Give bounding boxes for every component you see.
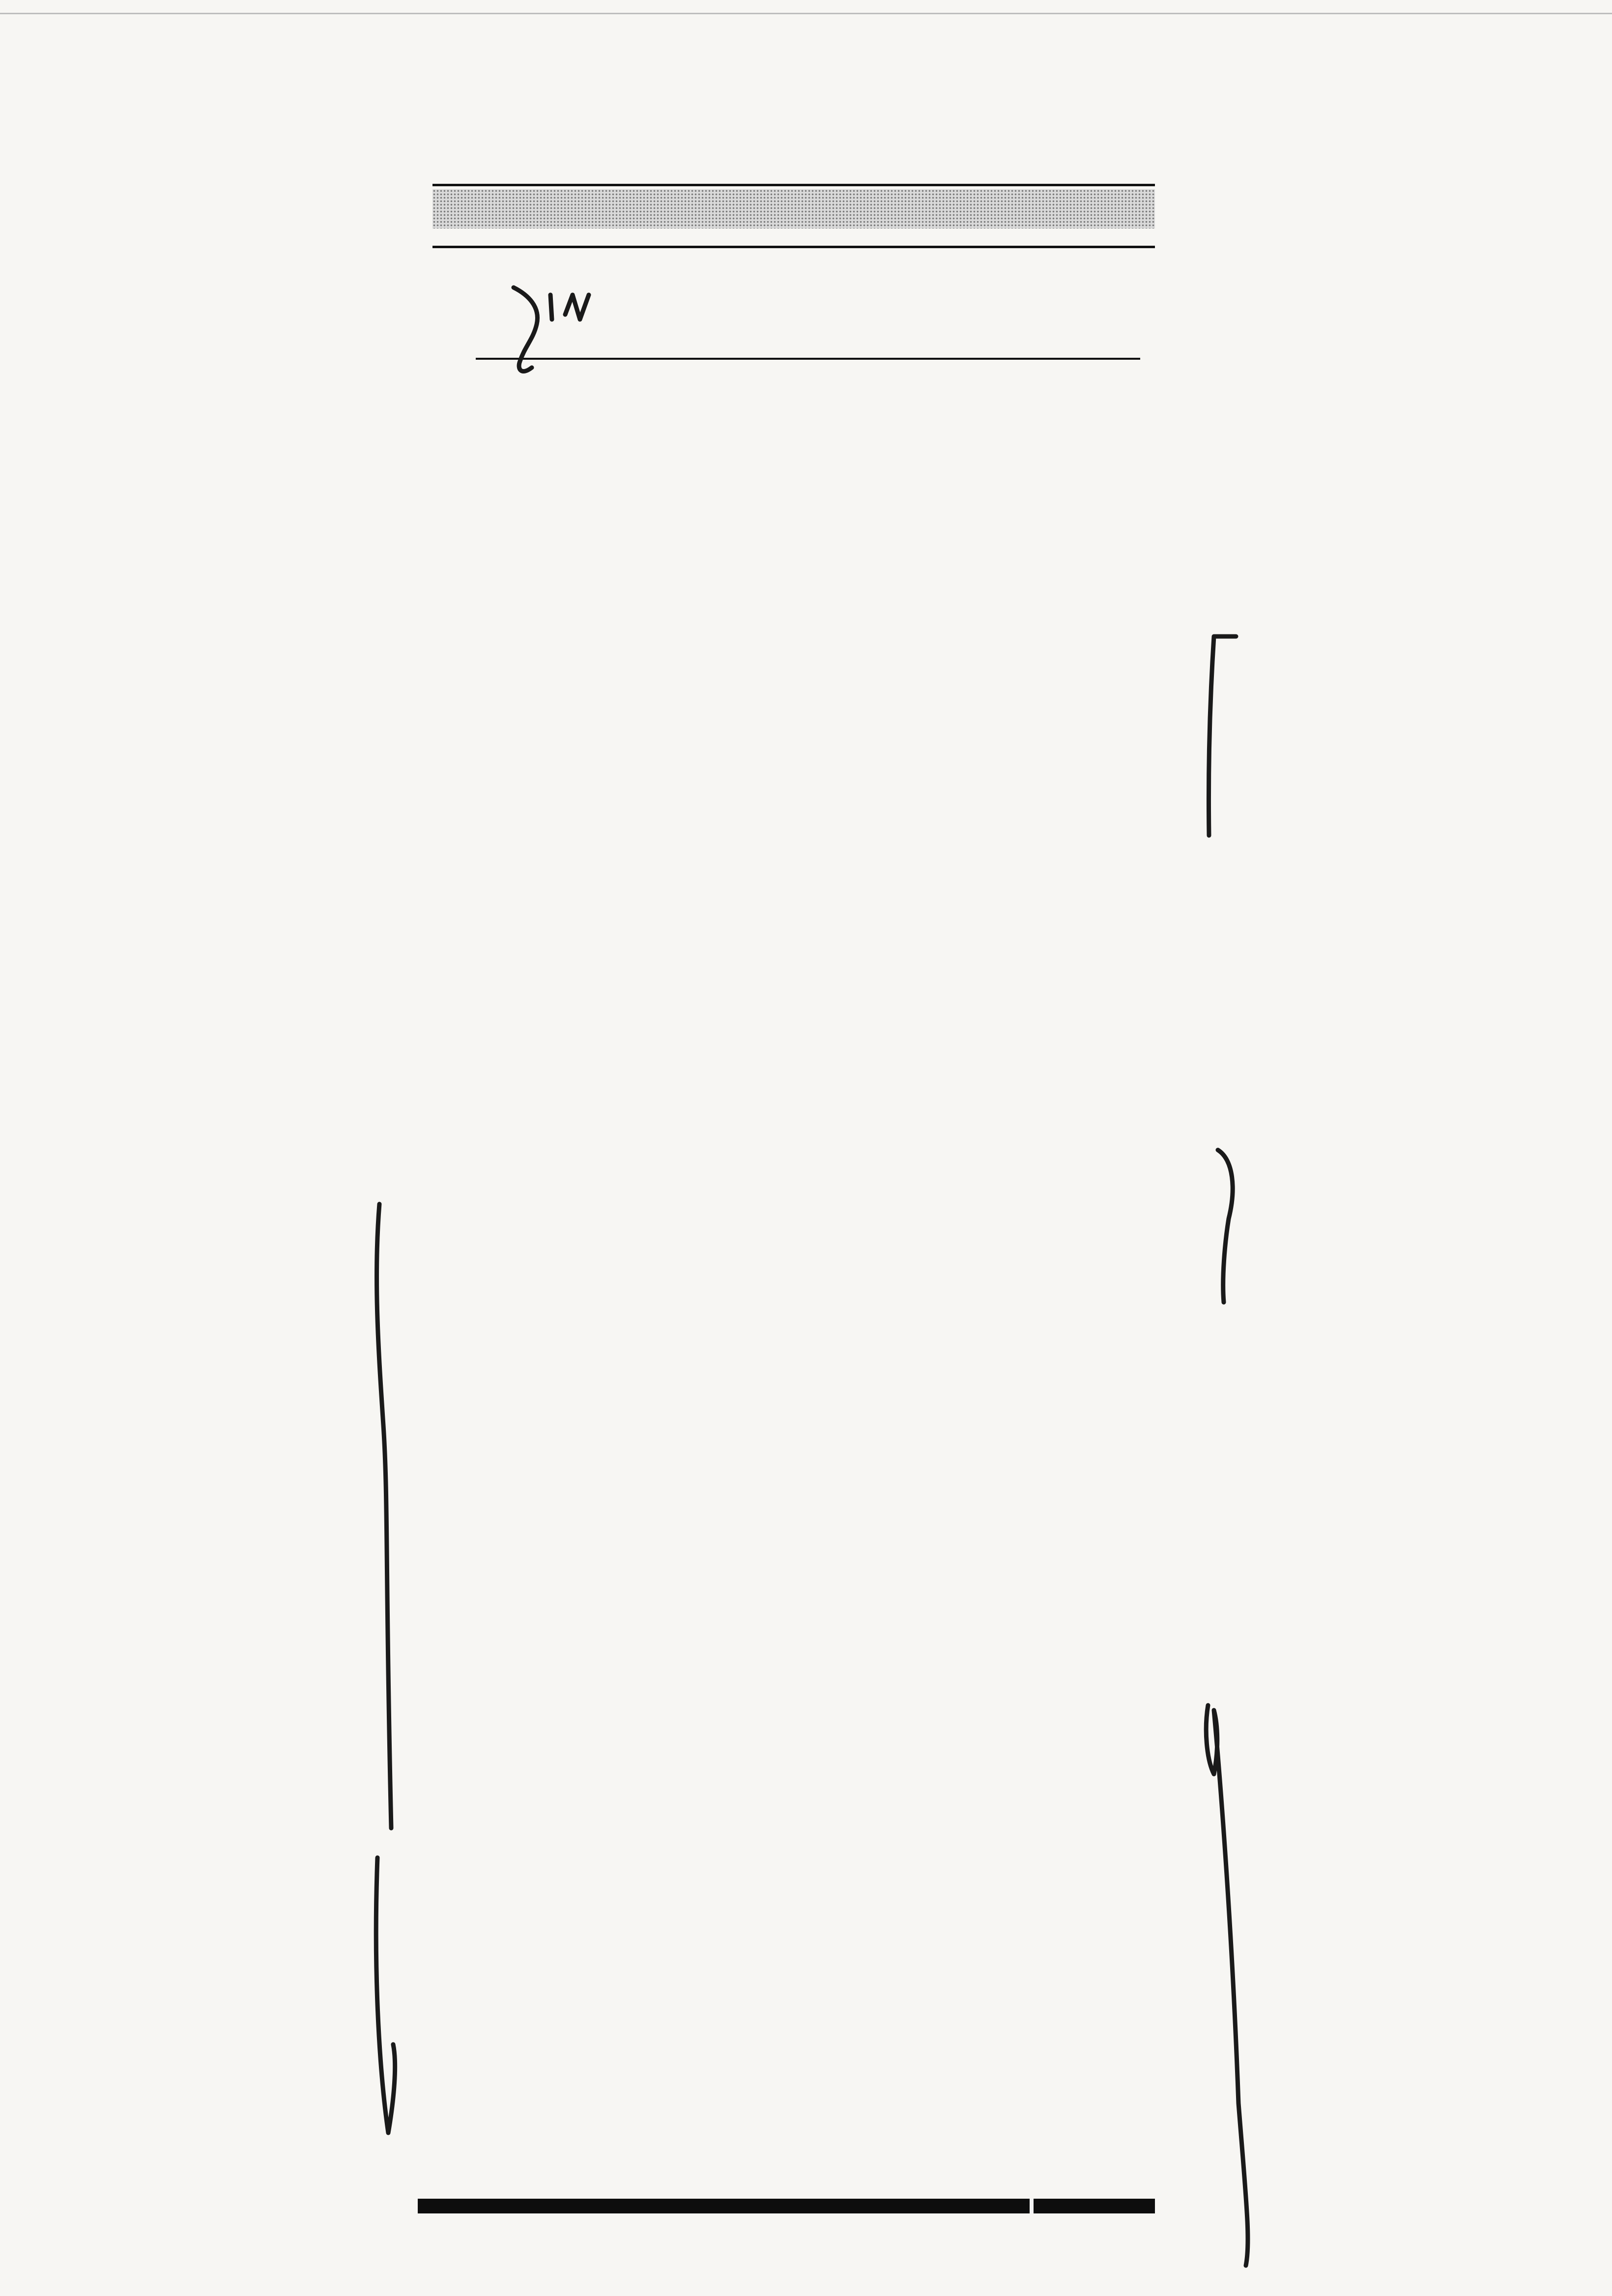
margin-bracket-right-low: [1206, 1705, 1248, 2266]
margin-bracket-right-top: [1209, 636, 1236, 835]
handwritten-dia-mark: [550, 295, 552, 319]
margin-bracket-right-mid: [1218, 1150, 1233, 1302]
handwritten-dia-mark: [514, 287, 538, 372]
handwritten-dia-mark: [565, 295, 589, 319]
margin-bracket-left-top: [377, 1204, 391, 1828]
margin-bracket-left-bottom: [376, 1858, 395, 2133]
